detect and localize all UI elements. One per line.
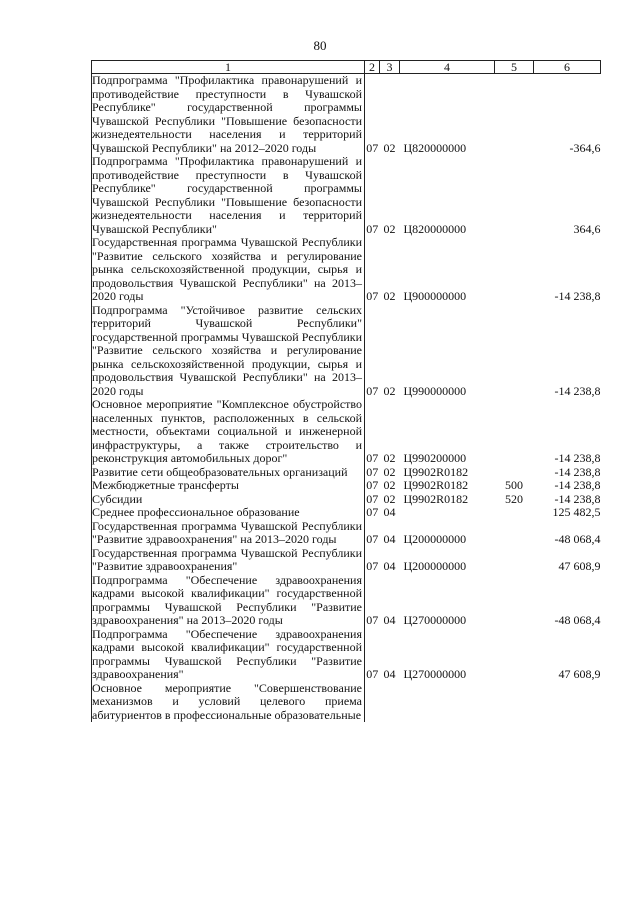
table-row	[92, 155, 601, 236]
row-cell-3: 02	[383, 221, 396, 236]
row-cell-2: 07	[366, 221, 379, 236]
row-cell-5	[495, 520, 534, 547]
row-cell-6: -364,6	[569, 140, 601, 155]
row-cell-2: 07	[366, 383, 379, 398]
row-label: Подпрограмма "Профилактика правонарушений и противодействие преступности в Чувашской Республике" государственной программы Чувашской Республики "Повышение безопасности жизнедеятельности населения и территорий Чувашской Республики"	[92, 155, 365, 236]
row-cell-6: -14 238,8	[554, 478, 601, 492]
row-cell-4: Ц9902R0182	[403, 478, 469, 492]
budget-table	[91, 60, 601, 722]
table-row	[92, 520, 601, 547]
row-cell-5	[495, 466, 534, 480]
row-cell-2: 07	[366, 559, 379, 573]
row-cell-6: -14 238,8	[554, 289, 601, 303]
row-cell-5	[495, 547, 534, 574]
row-cell-5: 500	[505, 478, 523, 492]
table-row	[92, 304, 601, 399]
column-header: 1	[92, 61, 365, 74]
row-cell-6: 364,6	[573, 221, 601, 236]
row-cell-4: Ц200000000	[403, 532, 467, 546]
row-cell-6: 125 482,5	[552, 505, 601, 519]
row-label: Основное мероприятие "Совершенствование механизмов и условий целевого приема абитуриентов в профессиональные образовательные	[92, 682, 365, 723]
row-label: Государственная программа Чувашской Республики "Развитие сельского хозяйства и регулирование рынка сельскохозяйственной продукции, сырья и продовольствия Чувашской Республики" на 2013–2020 годы	[92, 236, 365, 304]
table-row	[92, 682, 601, 723]
row-cell-4: Ц990000000	[403, 383, 467, 398]
row-cell-2: 07	[366, 505, 379, 519]
row-cell-4: Ц9902R0182	[403, 491, 469, 506]
row-cell-5: 520	[505, 491, 523, 506]
row-label: Подпрограмма "Устойчивое развитие сельских территорий Чувашской Республики" государственной программы Чувашской Республики "Развитие сельского хозяйства и регулирование рынка сельскохозяйственной продукции, сырья и продовольствия Чувашской Республики" на 2013–2020 годы	[92, 304, 365, 399]
row-cell-5	[495, 628, 534, 682]
row-cell-3: 04	[383, 667, 396, 681]
row-label: Субсидии	[92, 493, 365, 507]
row-cell-6: 47 608,9	[558, 559, 601, 573]
row-cell-3: 04	[383, 505, 396, 519]
row-label: Основное мероприятие "Комплексное обустройство населенных пунктов, расположенных в сельской местности, объектами социальной и инженерной инфраструктуры, а также строительство и реконструкция автомобильных дорог"	[92, 398, 365, 466]
row-cell-3: 02	[383, 478, 396, 492]
row-cell-2: 07	[366, 289, 379, 303]
table-row	[92, 506, 601, 520]
row-cell-4	[400, 682, 495, 723]
row-cell-2: 07	[366, 667, 379, 681]
row-cell-3: 02	[383, 451, 396, 465]
table-row	[92, 398, 601, 466]
table-row	[92, 493, 601, 507]
column-header: 2	[365, 61, 380, 74]
row-cell-2	[365, 682, 380, 723]
row-cell-3: 02	[383, 289, 396, 303]
row-cell-4: Ц270000000	[403, 667, 467, 681]
row-cell-2: 07	[366, 478, 379, 492]
row-cell-5	[495, 304, 534, 399]
row-cell-4: Ц900000000	[403, 289, 467, 303]
table-row	[92, 628, 601, 682]
row-cell-4: Ц990200000	[403, 451, 467, 465]
row-cell-5	[495, 398, 534, 466]
row-label: Развитие сети общеобразовательных организаций	[92, 466, 365, 480]
row-cell-6: -14 238,8	[554, 383, 601, 398]
row-cell-6: -48 068,4	[554, 613, 601, 627]
row-cell-6: -48 068,4	[554, 532, 601, 546]
row-cell-6: 47 608,9	[558, 667, 601, 681]
row-label: Подпрограмма "Профилактика правонарушений и противодействие преступности в Чувашской Республике" государственной программы Чувашской Республики "Повышение безопасности жизнедеятельности населения и территорий Чувашской Республики" на 2012–2020 годы	[92, 74, 365, 156]
row-cell-6	[534, 682, 601, 723]
table-row	[92, 466, 601, 480]
row-cell-4: Ц200000000	[403, 559, 467, 573]
row-cell-3: 04	[383, 613, 396, 627]
row-cell-2: 07	[366, 140, 379, 155]
row-cell-3	[380, 682, 400, 723]
row-cell-3: 04	[383, 532, 396, 546]
row-cell-4: Ц270000000	[403, 613, 467, 627]
row-cell-6: -14 238,8	[554, 491, 601, 506]
table-row	[92, 547, 601, 574]
row-cell-5	[495, 506, 534, 520]
row-cell-3: 02	[383, 383, 396, 398]
column-header: 4	[400, 61, 495, 74]
row-cell-5	[495, 574, 534, 628]
column-header: 3	[380, 61, 400, 74]
row-label: Межбюджетные трансферты	[92, 479, 365, 493]
row-cell-2: 07	[366, 532, 379, 546]
header-row	[92, 61, 601, 74]
row-label: Государственная программа Чувашской Республики "Развитие здравоохранения"	[92, 547, 365, 574]
row-cell-2: 07	[366, 464, 379, 479]
table-row	[92, 574, 601, 628]
table-row	[92, 479, 601, 493]
row-cell-5	[495, 236, 534, 304]
row-cell-2: 07	[366, 491, 379, 506]
row-label: Среднее профессиональное образование	[92, 506, 365, 520]
row-cell-4: Ц820000000	[403, 140, 467, 155]
table-row	[92, 74, 601, 156]
row-cell-6: -14 238,8	[554, 451, 601, 465]
row-cell-5	[495, 682, 534, 723]
column-header: 6	[534, 61, 601, 74]
row-cell-4: Ц820000000	[403, 221, 467, 236]
row-cell-3: 02	[383, 140, 396, 155]
row-cell-5	[495, 74, 534, 156]
row-cell-2: 07	[366, 613, 379, 627]
page-number: 80	[313, 38, 327, 53]
row-cell-6: -14 238,8	[554, 464, 601, 479]
row-cell-3: 02	[383, 491, 396, 506]
table-row	[92, 236, 601, 304]
row-cell-4: Ц9902R0182	[403, 464, 469, 479]
row-cell-4	[400, 506, 495, 520]
row-cell-5	[495, 155, 534, 236]
row-cell-2: 07	[366, 451, 379, 465]
column-header: 5	[495, 61, 534, 74]
row-cell-3: 02	[383, 464, 396, 479]
row-label: Подпрограмма "Обеспечение здравоохранения кадрами высокой квалификации" государственной программы Чувашской Республики "Развитие здравоохранения" на 2013–2020 годы	[92, 574, 365, 628]
row-cell-3: 04	[383, 559, 396, 573]
row-label: Подпрограмма "Обеспечение здравоохранения кадрами высокой квалификации" государственной программы Чувашской Республики "Развитие здравоохранения"	[92, 628, 365, 682]
row-label: Государственная программа Чувашской Республики "Развитие здравоохранения" на 2013–2020 годы	[92, 520, 365, 547]
